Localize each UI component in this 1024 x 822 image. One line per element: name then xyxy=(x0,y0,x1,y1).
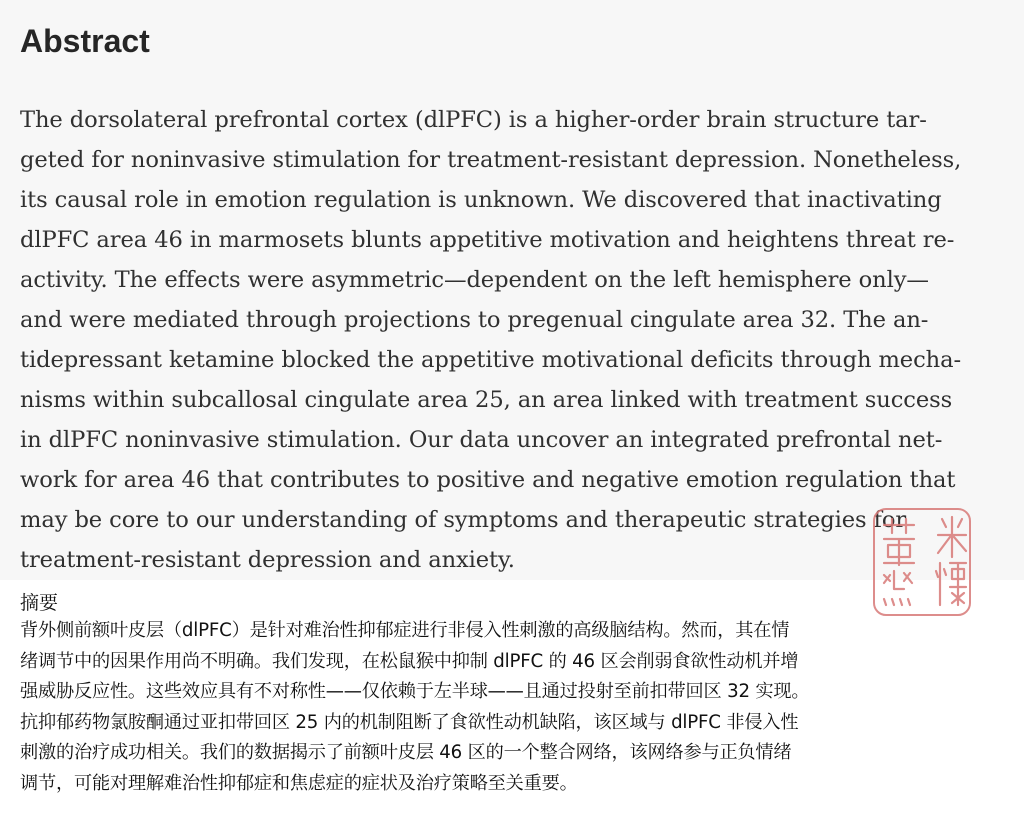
translation-line: 刺激的治疗成功相关。我们的数据揭示了前额叶皮层 46 区的一个整合网络，该网络参与正负情绪 xyxy=(20,742,792,763)
translation-line: 抗抑郁药物氯胺酮通过亚扣带回区 25 内的机制阻断了食欲性动机缺陷，该区域与 dlPFC 非侵入性 xyxy=(20,711,799,733)
translation-line: 背外侧前额叶皮层（dlPFC）是针对难治性抑郁症进行非侵入性刺激的高级脑结构。然而，其在情 xyxy=(20,620,790,641)
abstract-line: nisms within subcallosal cingulate area 25, an area linked with treatment success xyxy=(20,387,953,413)
abstract-line: dlPFC area 46 in marmosets blunts appetitive motivation and heightens threat re- xyxy=(20,227,955,253)
abstract-line: in dlPFC noninvasive stimulation. Our data uncover an integrated prefrontal net- xyxy=(20,427,943,453)
translation-line: 强威胁反应性。这些效应具有不对称性——仅依赖于左半球——且通过投射至前扣带回区 32 实现。 xyxy=(20,681,810,702)
abstract-line: may be core to our understanding of symptoms and therapeutic strategies for xyxy=(20,507,907,533)
abstract-line: treatment-resistant depression and anxiety. xyxy=(20,547,515,573)
abstract-line: activity. The effects were asymmetric—dependent on the left hemisphere only— xyxy=(20,267,929,293)
abstract-line: and were mediated through projections to pregenual cingulate area 32. The an- xyxy=(20,307,929,333)
chinese-translation-section xyxy=(20,590,1024,799)
abstract-line: tidepressant ketamine blocked the appetitive motivational deficits through mecha- xyxy=(20,347,961,373)
translation-line: 调节，可能对理解难治性抑郁症和焦虑症的症状及治疗策略至关重要。 xyxy=(20,772,578,794)
abstract-line: its causal role in emotion regulation is unknown. We discovered that inactivating xyxy=(20,187,942,213)
abstract-line: geted for noninvasive stimulation for treatment-resistant depression. Nonetheless, xyxy=(20,147,962,173)
translation-title: 摘要 xyxy=(20,592,59,614)
abstract-line: work for area 46 that contributes to positive and negative emotion regulation that xyxy=(20,467,956,493)
translation-line: 绪调节中的因果作用尚不明确。我们发现，在松鼠猴中抑制 dlPFC 的 46 区会削弱食欲性动机并增 xyxy=(20,650,799,672)
abstract-heading: Abstract xyxy=(20,23,150,59)
abstract-line: The dorsolateral prefrontal cortex (dlPFC) is a higher-order brain structure tar- xyxy=(20,107,927,133)
seal-stamp-icon xyxy=(870,505,974,619)
